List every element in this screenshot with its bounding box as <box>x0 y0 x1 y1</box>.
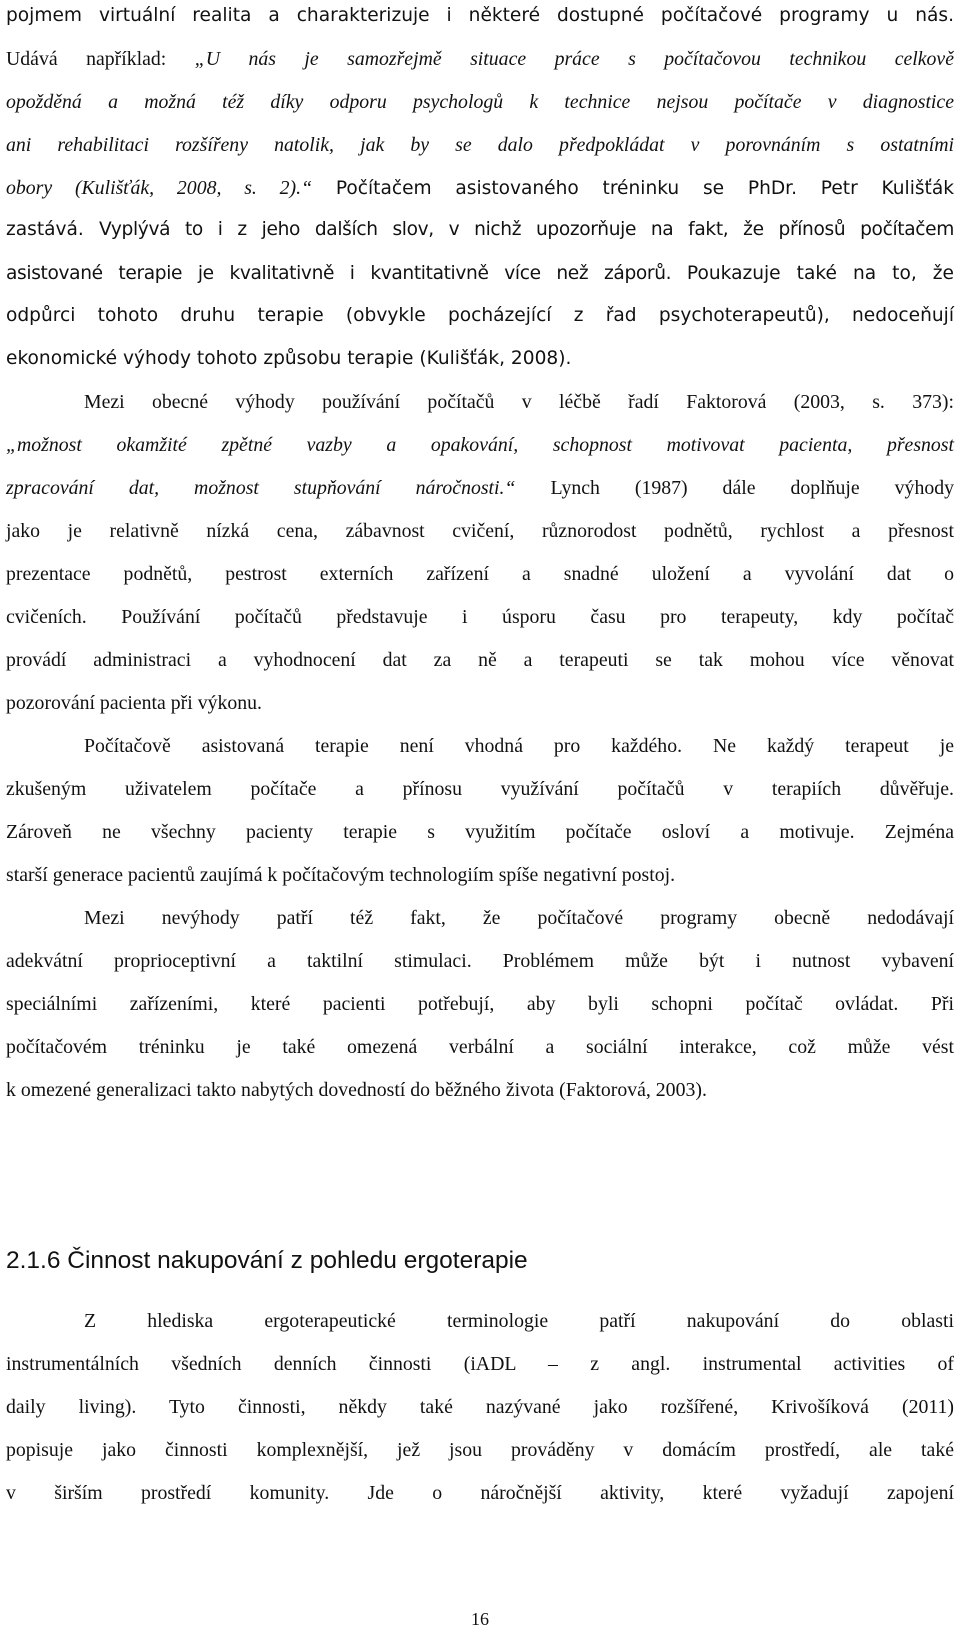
text-line: cvičeních. Používání počítačů představuje i úsporu času pro terapeuty, kdy počítač <box>6 606 954 628</box>
page-number: 16 <box>471 1609 489 1629</box>
text-line: provádí administraci a vyhodnocení dat za ně a terapeuti se tak mohou více věnovat <box>6 649 954 671</box>
text-line: Z hlediska ergoterapeutické terminologie patří nakupování do oblasti <box>84 1310 954 1332</box>
text-line: v širším prostředí komunity. Jde o náročnější aktivity, které vyžadují zapojení <box>6 1482 954 1504</box>
text-line: Zároveň ne všechny pacienty terapie s využitím počítače osloví a motivuje. Zejména <box>6 821 954 843</box>
text-line: „možnost okamžité zpětné vazby a opakování, schopnost motivovat pacienta, přesnost <box>6 434 954 456</box>
text-line: jako je relativně nízká cena, zábavnost cvičení, různorodost podnětů, rychlost a přesnost <box>6 520 954 542</box>
text-line: Mezi nevýhody patří též fakt, že počítačové programy obecně nedodávají <box>84 907 954 929</box>
text-line: k omezené generalizaci takto nabytých dovedností do běžného života (Faktorová, 2003). <box>6 1079 707 1101</box>
text-line: starší generace pacientů zaujímá k počítačovým technologiím spíše negativní postoj. <box>6 864 676 886</box>
text-line: Udává například: „U nás je samozřejmě situace práce s počítačovou technikou celkově <box>6 48 954 70</box>
text-line: odpůrci tohoto druhu terapie (obvykle pocházející z řad psychoterapeutů), nedoceňují <box>6 305 954 326</box>
text-line: zkušeným uživatelem počítače a přínosu využívání počítačů v terapiích důvěřuje. <box>6 778 954 800</box>
text-line: počítačovém tréninku je také omezená verbální a sociální interakce, což může vést <box>6 1036 954 1058</box>
text-line: prezentace podnětů, pestrost externích zařízení a snadné uložení a vyvolání dat o <box>6 563 954 585</box>
text-line: adekvátní proprioceptivní a taktilní stimulaci. Problémem může být i nutnost vybavení <box>6 950 954 972</box>
text-line: zastává. Vyplývá to i z jeho dalších slov, v nichž upozorňuje na fakt, že přínosů počítačem <box>6 219 954 240</box>
text-line: opožděná a možná též díky odporu psychologů k technice nejsou počítače v diagnostice <box>6 91 954 113</box>
text-line: Mezi obecné výhody používání počítačů v léčbě řadí Faktorová (2003, s. 373): <box>84 391 954 413</box>
text-line: instrumentálních všedních denních činnosti (iADL – z angl. instrumental activities of <box>6 1353 954 1375</box>
text-line: obory (Kulišťák, 2008, s. 2).“ Počítačem asistovaného tréninku se PhDr. Petr Kulišťák <box>6 177 954 199</box>
text-line: ekonomické výhody tohoto způsobu terapie (Kulišťák, 2008). <box>6 348 572 369</box>
text-line: ani rehabilitaci rozšířeny natolik, jak by se dalo předpokládat v porovnáním s ostatními <box>6 134 954 156</box>
text-line: pojmem virtuální realita a charakterizuje i některé dostupné počítačové programy u nás. <box>6 5 954 26</box>
text-line: daily living). Tyto činnosti, někdy také nazývané jako rozšířené, Krivošíková (2011) <box>6 1396 954 1418</box>
text-line: asistované terapie je kvalitativně i kvantitativně více než záporů. Poukazuje také na to, že <box>6 263 954 284</box>
text-line: zpracování dat, možnost stupňování náročnosti.“ Lynch (1987) dále doplňuje výhody <box>6 477 955 499</box>
text-line: Počítačově asistovaná terapie není vhodná pro každého. Ne každý terapeut je <box>84 735 954 757</box>
section-heading: 2.1.6 Činnost nakupování z pohledu ergoterapie <box>6 1247 528 1274</box>
text-line: popisuje jako činnosti komplexnější, jež jsou prováděny v domácím prostředí, ale také <box>6 1439 954 1461</box>
text-line: pozorování pacienta při výkonu. <box>6 692 262 714</box>
text-line: speciálními zařízeními, které pacienti potřebují, aby byli schopni počítač ovládat. Při <box>6 993 954 1015</box>
